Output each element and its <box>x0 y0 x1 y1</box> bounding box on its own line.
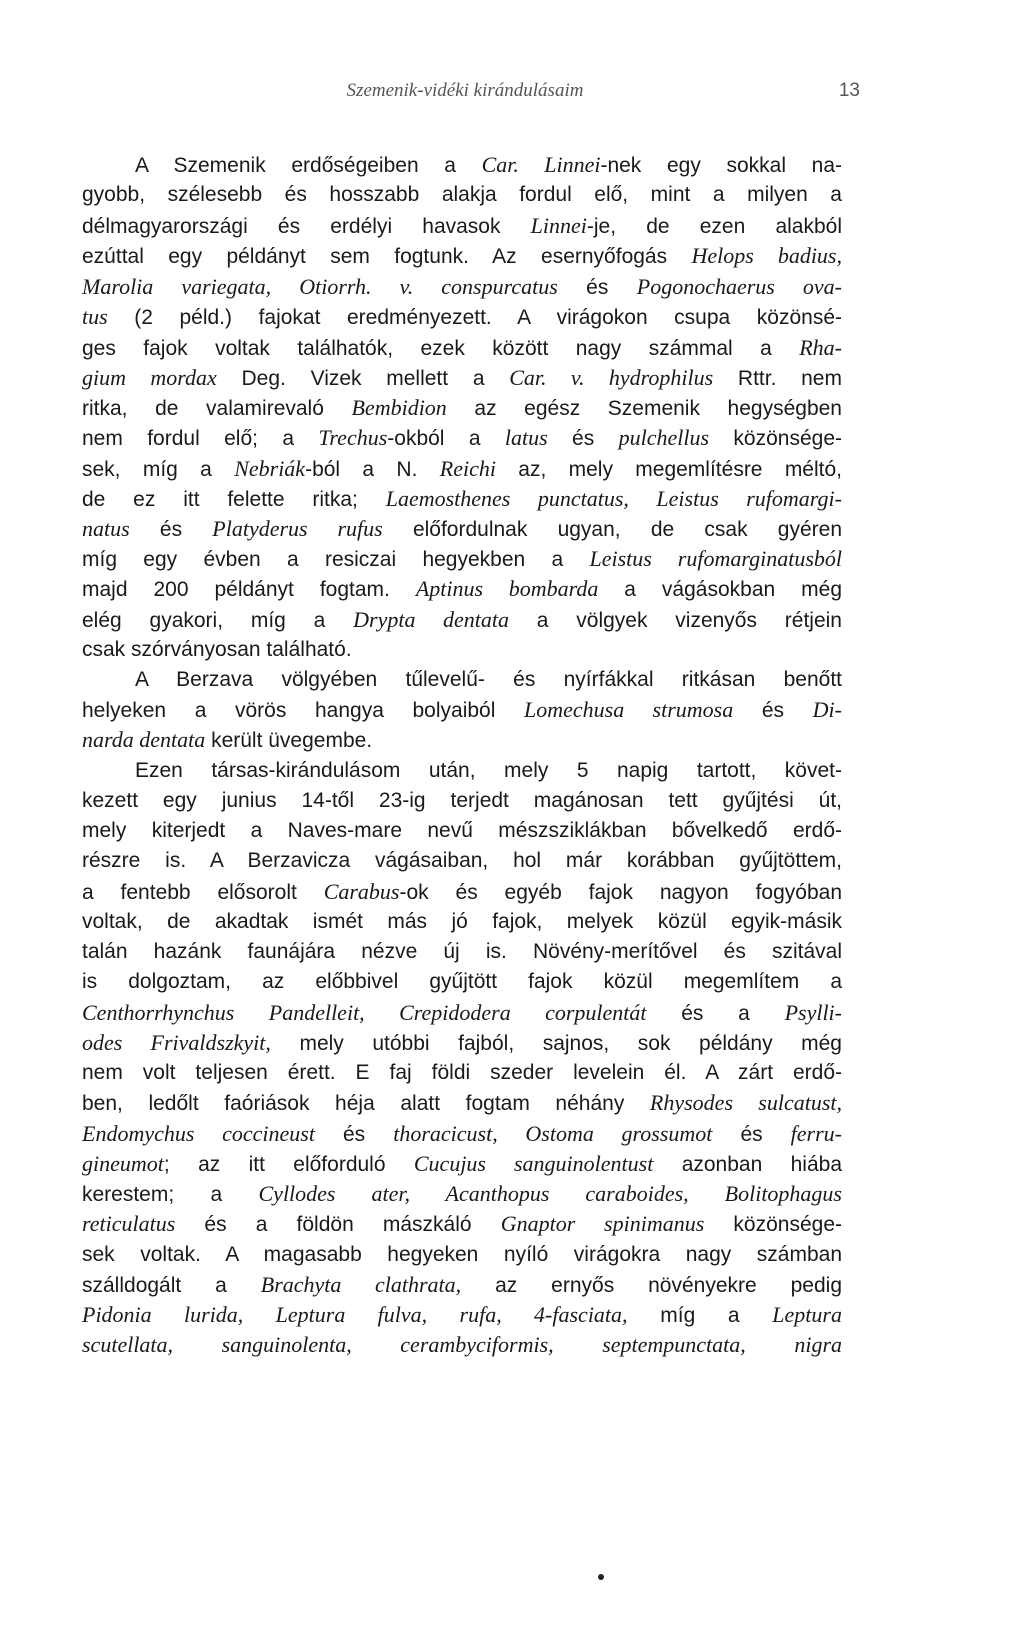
text-run: majd 200 példányt fogtam. <box>82 578 416 601</box>
text-run: míg egy évben a resiczai hegyekben a <box>82 548 590 571</box>
text-line <box>82 1240 842 1269</box>
text-line <box>82 363 842 393</box>
italic-species-name: Platyderus rufus <box>212 516 383 541</box>
text-run: az egész Szemenik hegységben <box>446 397 842 420</box>
italic-species-name: Rha- <box>799 335 842 360</box>
italic-species-name: narda dentata <box>82 727 206 752</box>
text-run: -okból a <box>387 427 505 450</box>
text-line <box>82 1058 842 1087</box>
italic-species-name: tus <box>82 304 108 329</box>
text-run: -je, de ezen alakból <box>586 215 842 238</box>
text-line <box>82 635 842 664</box>
italic-species-name: ferru- <box>790 1121 842 1146</box>
text-line <box>82 333 842 363</box>
italic-species-name: gineumot <box>82 1151 164 1176</box>
italic-species-name: Rhysodes sulcatust, <box>649 1090 842 1115</box>
page-number: 13 <box>838 80 860 101</box>
text-run: szálldogált a <box>82 1274 261 1297</box>
text-line <box>82 1028 842 1058</box>
text-line <box>82 1179 842 1209</box>
text-run: részre is. A Berzavicza vágásaiban, hol már korábban gyűjtöttem, <box>82 849 842 872</box>
italic-species-name: Helops badius, <box>691 243 842 268</box>
text-line <box>82 211 842 241</box>
text-line <box>82 877 842 907</box>
text-run: és <box>557 276 637 299</box>
text-run: ezúttal egy példányt sem fogtunk. Az esernyőfogás <box>82 245 692 268</box>
text-line <box>82 302 842 332</box>
text-run: közönsége- <box>709 427 842 450</box>
text-run: a fentebb elősorolt <box>82 881 324 904</box>
text-line <box>82 272 842 302</box>
text-line <box>82 1088 842 1118</box>
text-line <box>82 514 842 544</box>
text-line <box>82 725 842 755</box>
italic-species-name: Trechus <box>318 425 388 450</box>
text-run: a völgyek vizenyős rétjein <box>508 609 842 632</box>
italic-species-name: Aptinus bombarda <box>415 576 599 601</box>
text-line <box>135 756 842 785</box>
italic-species-name: Pogonochaerus ova- <box>636 274 842 299</box>
text-run: is dolgoztam, az előbbivel gyűjtött fajok közül megemlítem a <box>82 970 842 993</box>
text-line <box>82 998 842 1028</box>
text-run: nem fordul elő; a <box>82 427 319 450</box>
text-run: ben, ledőlt faóriások héja alatt fogtam néhány <box>82 1092 650 1115</box>
italic-species-name: Bembidion <box>351 395 447 420</box>
text-run: sek, míg a <box>82 458 235 481</box>
text-line <box>135 665 842 694</box>
text-line <box>82 574 842 604</box>
text-run: a vágásokban még <box>598 578 842 601</box>
text-run: és <box>129 518 213 541</box>
italic-species-name: Car. Linnei <box>481 152 601 177</box>
italic-species-name: Nebriák <box>234 456 306 481</box>
text-run: ritka, de valamirevaló <box>82 397 352 420</box>
text-run: mely kiterjedt a Naves-mare nevű mészsziklákban bővelkedő erdő- <box>82 819 842 842</box>
italic-species-name: Brachyta clathrata, <box>260 1272 462 1297</box>
italic-species-name: Drypta dentata <box>353 607 509 632</box>
text-run: nem volt teljesen érett. E faj földi szeder levelein él. A zárt erdő- <box>82 1061 842 1084</box>
text-run: Ezen társas-kirándulásom után, mely 5 napig tartott, követ- <box>135 759 842 782</box>
italic-species-name: reticulatus <box>82 1211 176 1236</box>
text-run: ; az itt előforduló <box>163 1153 414 1176</box>
text-run: az, mely megemlítésre méltó, <box>495 458 843 481</box>
text-run: és <box>733 699 813 722</box>
text-run: (2 péld.) fajokat eredményezett. A virágokon csupa közönsé- <box>107 306 842 329</box>
text-line <box>82 423 842 453</box>
italic-species-name: Carabus <box>323 879 400 904</box>
ink-dot-mark <box>598 1574 604 1580</box>
text-line <box>82 967 842 996</box>
italic-species-name: Psylli- <box>784 1000 842 1025</box>
text-run: és <box>547 427 619 450</box>
text-line <box>82 695 842 725</box>
italic-species-name: Car. v. hydrophilus <box>509 365 714 390</box>
italic-species-name: Leistus rufomarginatusból <box>589 546 843 571</box>
text-line <box>82 786 842 815</box>
text-line <box>82 1270 842 1300</box>
text-run: közönsége- <box>704 1213 842 1236</box>
text-run: és a <box>646 1002 785 1025</box>
text-run: elég gyakori, míg a <box>82 609 354 632</box>
text-run: mely utóbbi fajból, sajnos, sok példány még <box>270 1032 842 1055</box>
text-run: és <box>314 1123 394 1146</box>
text-run: előfordulnak ugyan, de csak gyéren <box>382 518 842 541</box>
text-run: míg a <box>627 1304 773 1327</box>
italic-species-name: Lomechusa strumosa <box>524 697 734 722</box>
italic-species-name: Cyllodes ater, Acanthopus caraboides, Bolitophagus <box>258 1181 842 1206</box>
text-line <box>82 1300 842 1330</box>
text-run: helyeken a vörös hangya bolyaiból <box>82 699 525 722</box>
text-line <box>135 150 842 180</box>
text-run: Rttr. nem <box>713 367 842 390</box>
text-run: ges fajok voltak találhatók, ezek között nagy számmal a <box>82 337 800 360</box>
text-line <box>82 907 842 936</box>
text-line <box>82 454 842 484</box>
text-run: -nek egy sokkal na- <box>600 154 842 177</box>
text-run: voltak, de akadtak ismét más jó fajok, melyek közül egyik-másik <box>82 910 842 933</box>
italic-species-name: Pidonia lurida, Leptura fulva, rufa, 4-fasciata, <box>82 1302 628 1327</box>
text-line <box>82 1149 842 1179</box>
text-line <box>82 1209 842 1239</box>
italic-species-name: thoracicust, Ostoma grossumot <box>393 1121 713 1146</box>
italic-species-name: Gnaptor spinimanus <box>500 1211 705 1236</box>
text-run: azonban hiába <box>653 1153 842 1176</box>
italic-species-name: odes Frivaldszkyit, <box>82 1030 271 1055</box>
italic-species-name: Centhorrhynchus Pandelleit, Crepidodera corpulentát <box>82 1000 647 1025</box>
text-line <box>82 180 842 209</box>
text-run: talán hazánk faunájára nézve új is. Növény-merítővel és szitával <box>82 940 842 963</box>
text-line <box>82 846 842 875</box>
text-line <box>82 544 842 574</box>
text-line <box>82 605 842 635</box>
running-header-title: Szemenik-vidéki kirándulásaim <box>346 80 584 101</box>
text-run: kerestem; a <box>82 1183 259 1206</box>
text-run: A Szemenik erdőségeiben a <box>135 154 482 177</box>
italic-species-name: Di- <box>812 697 842 722</box>
text-run: -ból a N. <box>305 458 440 481</box>
italic-species-name: Laemosthenes punctatus, Leistus rufomargi- <box>385 486 842 511</box>
text-run: került üvegembe. <box>205 729 373 752</box>
italic-species-name: Linnei <box>530 213 587 238</box>
italic-species-name: Cucujus sanguinolentust <box>413 1151 654 1176</box>
text-run: A Berzava völgyében tűlevelű- és nyírfákkal ritkásan benőtt <box>135 668 842 691</box>
text-line <box>82 484 842 514</box>
text-run: délmagyarországi és erdélyi havasok <box>82 215 531 238</box>
italic-species-name: latus <box>504 425 548 450</box>
text-run: sek voltak. A magasabb hegyeken nyíló virágokra nagy számban <box>82 1243 842 1266</box>
text-line <box>82 1330 842 1360</box>
italic-species-name: Leptura <box>772 1302 842 1327</box>
text-line <box>82 1119 842 1149</box>
text-run: kezett egy junius 14-től 23-ig terjedt magánosan tett gyűjtési út, <box>82 789 842 812</box>
text-line <box>82 393 842 423</box>
italic-species-name: pulchellus <box>618 425 710 450</box>
text-run: de ez itt felette ritka; <box>82 488 386 511</box>
text-run: és <box>712 1123 791 1146</box>
italic-species-name: Endomychus coccineust <box>82 1121 315 1146</box>
text-line <box>82 241 842 271</box>
italic-species-name: gium mordax <box>82 365 217 390</box>
text-run: és a földön mászkáló <box>175 1213 501 1236</box>
text-line <box>82 937 842 966</box>
italic-species-name: natus <box>82 516 130 541</box>
text-run: csak szórványosan található. <box>82 638 352 661</box>
text-run: gyobb, szélesebb és hosszabb alakja fordul elő, mint a milyen a <box>82 183 842 206</box>
italic-species-name: Reichi <box>439 456 496 481</box>
italic-species-name: scutellata, sanguinolenta, cerambyciformis, septempunctata, nigra <box>82 1332 842 1357</box>
text-run: -ok és egyéb fajok nagyon fogyóban <box>399 881 842 904</box>
text-line <box>82 816 842 845</box>
text-run: Deg. Vizek mellett a <box>216 367 510 390</box>
italic-species-name: Marolia variegata, Otiorrh. v. conspurcatus <box>82 274 558 299</box>
text-run: az ernyős növényekre pedig <box>461 1274 843 1297</box>
